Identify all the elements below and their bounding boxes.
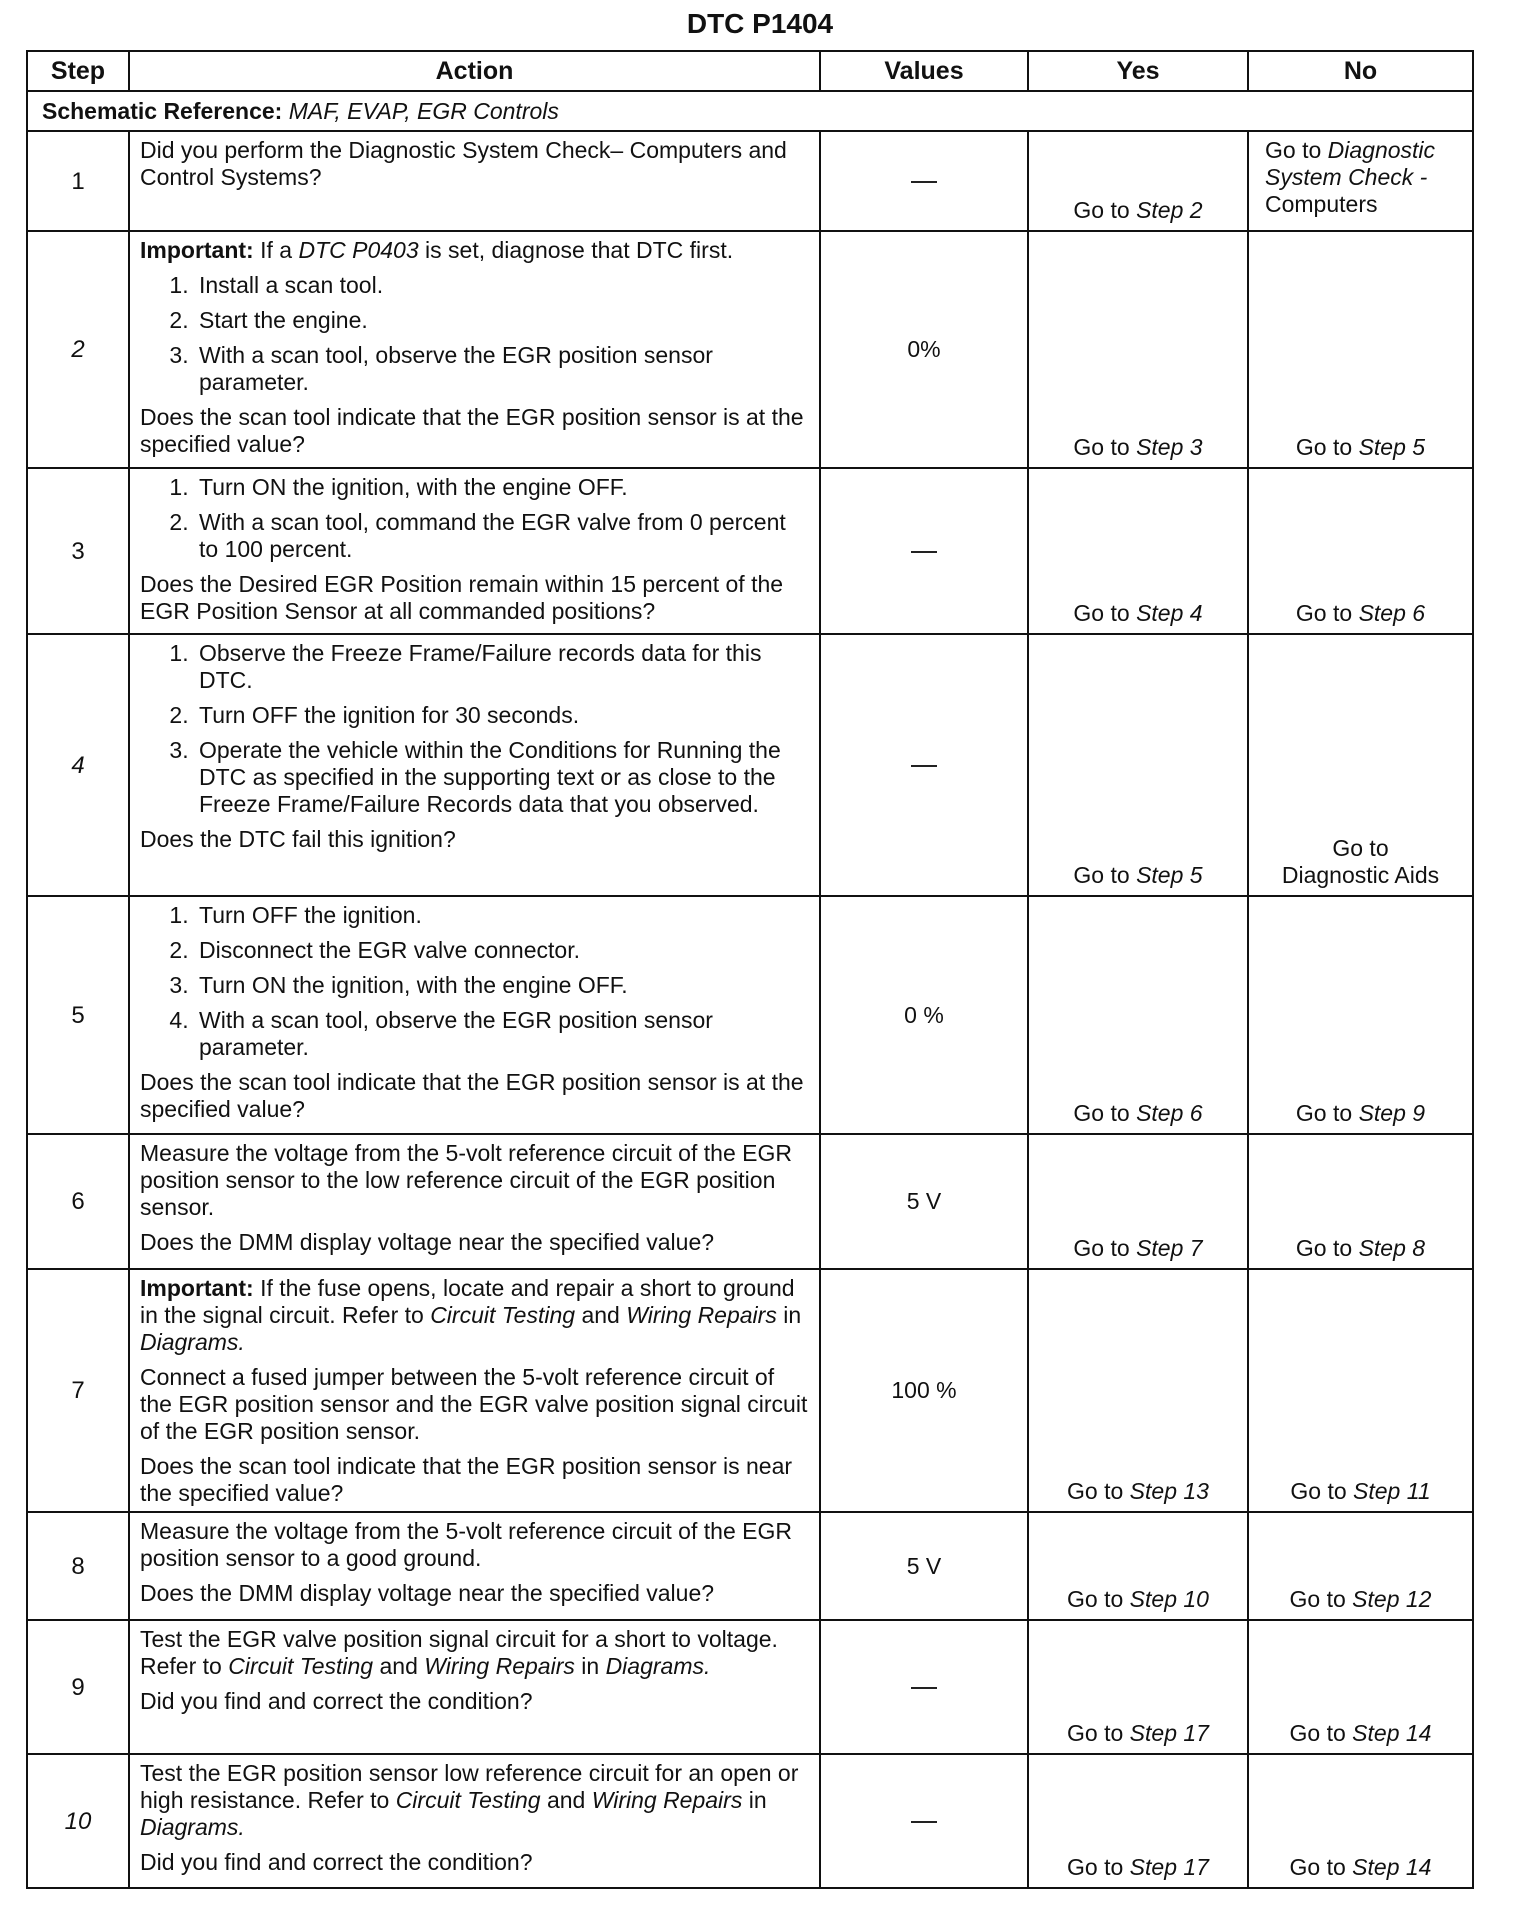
important-label: Important: — [140, 1275, 254, 1301]
goto-text: Go to — [1073, 197, 1130, 223]
procedure-item: 2. Start the engine. — [195, 307, 809, 334]
action-text: Measure the voltage from the 5-volt reference circuit of the EGR position sensor to the low reference circuit of the EGR position sensor. — [140, 1140, 792, 1220]
yes-cell — [1028, 634, 1248, 896]
note-text: If a — [260, 237, 293, 263]
no-cell — [1248, 1134, 1473, 1269]
goto-text: Go to — [1289, 1586, 1346, 1612]
goto-text: Go to — [1295, 1100, 1353, 1126]
reference-link: Circuit Testing — [430, 1302, 576, 1328]
procedure-list — [140, 272, 809, 396]
dash-mark — [911, 1821, 937, 1823]
dtc-reference: DTC P0403 — [298, 237, 419, 263]
action-cell — [129, 1134, 820, 1269]
important-note — [140, 237, 809, 264]
action-cell — [129, 231, 820, 468]
goto-target: Step 3 — [1136, 434, 1203, 460]
value-cell — [820, 1620, 1028, 1754]
action-question: Does the DMM display voltage near the specified value? — [140, 1229, 715, 1255]
action-question: Does the scan tool indicate that the EGR position sensor is at the specified value? — [140, 404, 804, 457]
goto-target-suffix: Computers — [1265, 191, 1378, 217]
procedure-list — [140, 640, 809, 818]
goto-target: Step 14 — [1352, 1720, 1432, 1746]
goto-target: Step 14 — [1352, 1854, 1432, 1880]
goto-target: Step 6 — [1358, 600, 1426, 626]
table-row — [27, 634, 1473, 896]
no-cell — [1248, 468, 1473, 634]
goto-text: Go to — [1073, 600, 1130, 626]
goto-target: Step 6 — [1136, 1100, 1203, 1126]
goto-text: Go to — [1265, 137, 1322, 163]
procedure-item: 1. Turn OFF the ignition. — [195, 902, 809, 929]
reference-link: Wiring Repairs — [591, 1787, 743, 1813]
goto-target: Step 13 — [1129, 1478, 1209, 1504]
table-row — [27, 1754, 1473, 1888]
goto-target: Step 4 — [1136, 600, 1203, 626]
goto-text: Go to — [1295, 1235, 1353, 1261]
step-number: 10 — [27, 1754, 129, 1888]
goto-text: Go to — [1290, 1478, 1347, 1504]
yes-cell — [1028, 1269, 1248, 1512]
procedure-item: 1. Install a scan tool. — [195, 272, 809, 299]
goto-target: Diagnostic Aids — [1281, 862, 1440, 888]
step-number: 9 — [27, 1620, 129, 1754]
action-question: Did you find and correct the condition? — [140, 1688, 533, 1714]
table-row — [27, 1512, 1473, 1620]
procedure-item: 3. Turn ON the ignition, with the engine OFF. — [195, 972, 809, 999]
header-values: Values — [820, 51, 1028, 91]
action-text-main: Test the EGR valve position signal circuit for a short to voltage. Refer to — [140, 1626, 778, 1679]
step-number: 7 — [27, 1269, 129, 1512]
goto-text: Go to — [1289, 1854, 1346, 1880]
action-text: Connect a fused jumper between the 5-volt reference circuit of the EGR position sensor and the EGR valve position signal circuit of the EGR position sensor. — [140, 1364, 808, 1444]
action-text-main: Test the EGR position sensor low reference circuit for an open or high resistance. Refer to — [140, 1760, 799, 1813]
reference-link: Diagrams. — [140, 1329, 245, 1355]
table-row — [27, 231, 1473, 468]
action-text: Did you perform the Diagnostic System Check– Computers and Control Systems? — [140, 137, 787, 190]
page-title: DTC P1404 — [686, 8, 834, 39]
goto-target: Step 5 — [1136, 862, 1203, 888]
table-row — [27, 468, 1473, 634]
procedure-item: 4. With a scan tool, observe the EGR position sensor parameter. — [195, 1007, 809, 1061]
value-cell: 0% — [820, 231, 1028, 468]
action-question: Does the scan tool indicate that the EGR position sensor is at the specified value? — [140, 1069, 804, 1122]
procedure-item: 1. Observe the Freeze Frame/Failure records data for this DTC. — [195, 640, 809, 694]
goto-text: Go to — [1073, 1100, 1130, 1126]
yes-cell — [1028, 1134, 1248, 1269]
yes-cell — [1028, 1754, 1248, 1888]
reference-link: Circuit Testing — [228, 1653, 374, 1679]
no-cell — [1248, 231, 1473, 468]
step-number: 1 — [27, 131, 129, 231]
step-number: 3 — [27, 468, 129, 634]
goto-text: Go to — [1295, 434, 1353, 460]
step-number: 5 — [27, 896, 129, 1134]
value-cell — [820, 131, 1028, 231]
goto-text: Go to — [1289, 1720, 1346, 1746]
schematic-reference — [27, 91, 1473, 131]
action-question: Does the DTC fail this ignition? — [140, 826, 456, 852]
goto-target: Step 17 — [1129, 1720, 1209, 1746]
no-cell — [1248, 896, 1473, 1134]
procedure-item: 2. Turn OFF the ignition for 30 seconds. — [195, 702, 809, 729]
step-number: 8 — [27, 1512, 129, 1620]
reference-link: Circuit Testing — [395, 1787, 541, 1813]
value-cell: 5 V — [820, 1512, 1028, 1620]
step-number: 2 — [27, 231, 129, 468]
dash-mark — [911, 765, 937, 767]
note-text: in — [581, 1653, 600, 1679]
goto-text: Go to — [1073, 1235, 1130, 1261]
header-step: Step — [27, 51, 129, 91]
reference-link: Wiring Repairs — [424, 1653, 575, 1679]
goto-text: Go to — [1067, 1854, 1124, 1880]
table-row — [27, 1134, 1473, 1269]
action-text — [140, 1626, 809, 1680]
no-cell — [1248, 1754, 1473, 1888]
dash-mark — [911, 1687, 937, 1689]
action-question: Does the DMM display voltage near the specified value? — [140, 1580, 715, 1606]
schematic-reference-value: MAF, EVAP, EGR Controls — [288, 97, 559, 124]
goto-text: Go to — [1067, 1478, 1124, 1504]
value-cell: 5 V — [820, 1134, 1028, 1269]
no-cell — [1248, 1620, 1473, 1754]
no-cell — [1248, 1512, 1473, 1620]
no-cell — [1248, 131, 1473, 231]
goto-target: Step 7 — [1136, 1235, 1203, 1261]
header-yes: Yes — [1028, 51, 1248, 91]
goto-text: Go to — [1067, 1720, 1124, 1746]
note-text: and — [546, 1787, 586, 1813]
goto-text: Go to — [1332, 835, 1389, 861]
yes-cell — [1028, 1512, 1248, 1620]
procedure-item: 2. Disconnect the EGR valve connector. — [195, 937, 809, 964]
no-cell — [1248, 1269, 1473, 1512]
procedure-item: 1. Turn ON the ignition, with the engine OFF. — [195, 474, 809, 501]
action-question: Does the scan tool indicate that the EGR position sensor is near the specified value? — [140, 1453, 793, 1506]
reference-link: Diagrams. — [605, 1653, 711, 1679]
procedure-item: 2. With a scan tool, command the EGR valve from 0 percent to 100 percent. — [195, 509, 809, 563]
goto-target: Step 10 — [1129, 1586, 1209, 1612]
procedure-item: 3. Operate the vehicle within the Conditions for Running the DTC as specified in the supporting text or as close to the Freeze Frame/Failure Records data that you observed. — [195, 737, 809, 818]
yes-cell — [1028, 468, 1248, 634]
header-action: Action — [129, 51, 820, 91]
action-question: Did you find and correct the condition? — [140, 1849, 533, 1875]
dash-mark — [911, 181, 937, 183]
table-row — [27, 1620, 1473, 1754]
goto-text: Go to — [1067, 1586, 1124, 1612]
action-cell — [129, 468, 820, 634]
important-label: Important: — [140, 237, 254, 263]
goto-target: Step 5 — [1358, 434, 1426, 460]
header-no: No — [1248, 51, 1473, 91]
note-text: is set, diagnose that DTC first. — [425, 237, 734, 263]
dash-mark — [911, 551, 937, 553]
goto-target: Step 12 — [1352, 1586, 1432, 1612]
yes-cell — [1028, 131, 1248, 231]
note-text: and — [581, 1302, 620, 1328]
action-cell — [129, 1512, 820, 1620]
step-number: 6 — [27, 1134, 129, 1269]
procedure-item: 3. With a scan tool, observe the EGR position sensor parameter. — [195, 342, 809, 396]
schematic-reference-label: Schematic Reference: — [42, 97, 283, 124]
schematic-reference-row — [27, 91, 1473, 131]
yes-cell — [1028, 1620, 1248, 1754]
table-row — [27, 896, 1473, 1134]
no-cell — [1248, 634, 1473, 896]
goto-target: Diagnostic System Check - — [1265, 137, 1436, 190]
action-cell — [129, 131, 820, 231]
procedure-list — [140, 902, 809, 1061]
goto-target: Step 17 — [1129, 1854, 1209, 1880]
procedure-list — [140, 474, 809, 563]
goto-target: Step 8 — [1358, 1235, 1426, 1261]
value-cell: 100 % — [820, 1269, 1028, 1512]
action-text — [140, 1760, 809, 1841]
dtc-table — [26, 50, 1474, 1889]
yes-cell — [1028, 896, 1248, 1134]
value-cell — [820, 634, 1028, 896]
value-cell — [820, 1754, 1028, 1888]
note-text: If the fuse opens, locate and repair a short to ground in the signal circuit. Refer to — [140, 1275, 795, 1328]
goto-text: Go to — [1295, 600, 1353, 626]
value-cell: 0 % — [820, 896, 1028, 1134]
goto-target: Step 2 — [1136, 197, 1203, 223]
goto-text: Go to — [1073, 862, 1130, 888]
table-row — [27, 1269, 1473, 1512]
action-cell — [129, 896, 820, 1134]
action-cell — [129, 1269, 820, 1512]
note-text: in — [783, 1302, 802, 1328]
step-number: 4 — [27, 634, 129, 896]
goto-target: Step 9 — [1358, 1100, 1426, 1126]
reference-link: Wiring Repairs — [626, 1302, 777, 1328]
note-text: and — [379, 1653, 418, 1679]
important-note — [140, 1275, 809, 1356]
goto-target: Step 11 — [1353, 1478, 1431, 1504]
table-row — [27, 131, 1473, 231]
reference-link: Diagrams. — [140, 1814, 245, 1840]
action-text: Measure the voltage from the 5-volt reference circuit of the EGR position sensor to a good ground. — [140, 1518, 792, 1571]
value-cell — [820, 468, 1028, 634]
action-cell — [129, 1620, 820, 1754]
action-cell — [129, 634, 820, 896]
action-cell — [129, 1754, 820, 1888]
action-question: Does the Desired EGR Position remain within 15 percent of the EGR Position Sensor at all commanded positions? — [140, 571, 784, 624]
yes-cell — [1028, 231, 1248, 468]
goto-text: Go to — [1073, 434, 1130, 460]
header-row — [27, 51, 1473, 91]
note-text: in — [748, 1787, 767, 1813]
